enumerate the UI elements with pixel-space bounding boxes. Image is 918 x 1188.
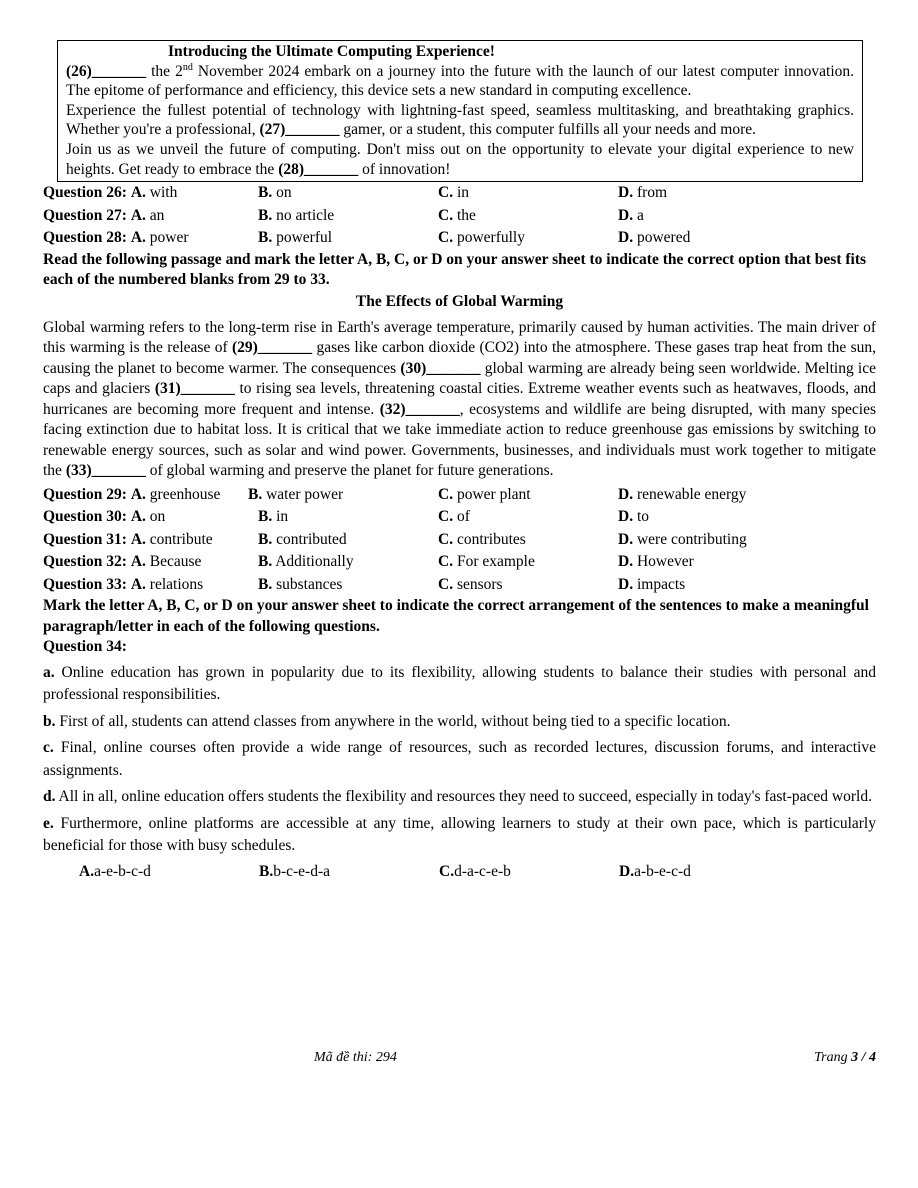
question-34-options bbox=[43, 861, 876, 883]
option-a: A.a-e-b-c-d bbox=[79, 862, 151, 880]
blank-30: (30)_______ bbox=[400, 359, 481, 377]
advert-box bbox=[57, 40, 863, 182]
instruction-29-33: Read the following passage and mark the letter A, B, C, or D on your answer sheet to indicate the correct option that best fits each of the numbered blanks from 29 to 33. bbox=[43, 250, 867, 289]
question-group-26-28 bbox=[43, 182, 876, 250]
blank-27: (27)_______ bbox=[259, 121, 340, 139]
blank-31: (31)_______ bbox=[154, 380, 235, 398]
advert-paragraph-3: Join us as we unveil the future of computing. Don't miss out on the opportunity to elevate your digital experience to new heights. Get ready to embrace the (28)_______ of innovation! bbox=[66, 140, 854, 178]
question-33: Question 33: A. relations B. substances C. sensors D. impacts bbox=[43, 575, 686, 593]
exam-page bbox=[43, 40, 876, 1065]
advert-paragraph-2: Experience the fullest potential of technology with lightning-fast speed, seamless multitasking, and breathtaking graphics. Whether you're a professional, (27)_______ gamer, or a student, this computer fulfills all your needs and more. bbox=[66, 101, 854, 139]
exam-code: Mã đề thi: 294 bbox=[314, 1050, 397, 1065]
page-number: Trang 3 / 4 bbox=[814, 1050, 876, 1065]
blank-32: (32)_______ bbox=[379, 400, 460, 418]
sentence-c: c. Final, online courses often provide a wide range of resources, such as recorded lectures, discussion forums, and interactive assignments. bbox=[43, 739, 876, 779]
advert-paragraph-1: (26)_______ the 2nd November 2024 embark on a journey into the future with the launch of our latest computer innovation. The epitome of performance and efficiency, this device sets a new standard in computing excellence. bbox=[66, 61, 854, 100]
question-34-label: Question 34: bbox=[43, 638, 127, 656]
global-warming-passage: Global warming refers to the long-term rise in Earth's average temperature, primarily caused by human activities. The main driver of this warming is the release of (29)_______ gases like carbon dioxide (CO2) into the atmosphere. These gases trap heat from the sun, causing the planet to become warmer. The consequences (30)_______ global warming are already being seen worldwide. Melting ice caps and glaciers (31)_______ to rising sea levels, threatening coastal cities. Extreme weather events such as heatwaves, floods, and hurricanes are becoming more frequent and intense. (32)_______, ecosystems and wildlife are being disrupted, with many species facing extinction due to habitat loss. It is critical that we take immediate action to reduce greenhouse gas emissions by switching to renewable energy sources, such as solar and wind power. Governments, businesses, and individuals must work together to mitigate the (33)_______ of global warming and preserve the planet for future generations. bbox=[43, 318, 876, 480]
passage-title: The Effects of Global Warming bbox=[355, 292, 564, 310]
blank-33: (33)_______ bbox=[65, 462, 146, 480]
question-30: Question 30: A. on B. in C. of D. to bbox=[43, 508, 650, 526]
option-c: C.d-a-c-e-b bbox=[439, 862, 511, 880]
question-31: Question 31: A. contribute B. contributed C. contributes D. were contributing bbox=[43, 530, 747, 548]
question-29: Question 29: A. greenhouse B. water power C. power plant D. renewable energy bbox=[43, 485, 747, 503]
blank-28: (28)_______ bbox=[278, 160, 359, 178]
question-group-29-33 bbox=[43, 484, 876, 597]
question-28: Question 28: A. power B. powerful C. powerfully D. powered bbox=[43, 229, 691, 247]
sentence-b: b. First of all, students can attend classes from anywhere in the world, without being tied to a specific location. bbox=[43, 712, 731, 730]
question-34-sentences bbox=[43, 662, 876, 858]
advert-title: Introducing the Ultimate Computing Experience! bbox=[168, 43, 495, 60]
option-d: D.a-b-e-c-d bbox=[619, 862, 691, 880]
question-32: Question 32: A. Because B. Additionally C. For example D. However bbox=[43, 553, 694, 571]
question-26: Question 26: A. with B. on C. in D. from bbox=[43, 184, 668, 202]
blank-26: (26)_______ bbox=[66, 62, 147, 80]
sentence-d: d. All in all, online education offers students the flexibility and resources they need to succeed, especially in today's fast-paced world. bbox=[43, 788, 872, 806]
sentence-e: e. Furthermore, online platforms are accessible at any time, allowing learners to study at their own pace, which is particularly beneficial for those with busy schedules. bbox=[43, 814, 876, 855]
sentence-a: a. Online education has grown in popularity due to its flexibility, allowing students to balance their studies with personal and professional responsibilities. bbox=[43, 663, 876, 704]
instruction-34: Mark the letter A, B, C, or D on your answer sheet to indicate the correct arrangement of the sentences to make a meaningful paragraph/letter in each of the following questions. bbox=[43, 597, 869, 635]
blank-29: (29)_______ bbox=[232, 339, 313, 357]
option-b: B.b-c-e-d-a bbox=[259, 862, 331, 880]
question-27: Question 27: A. an B. no article C. the D. a bbox=[43, 206, 644, 224]
